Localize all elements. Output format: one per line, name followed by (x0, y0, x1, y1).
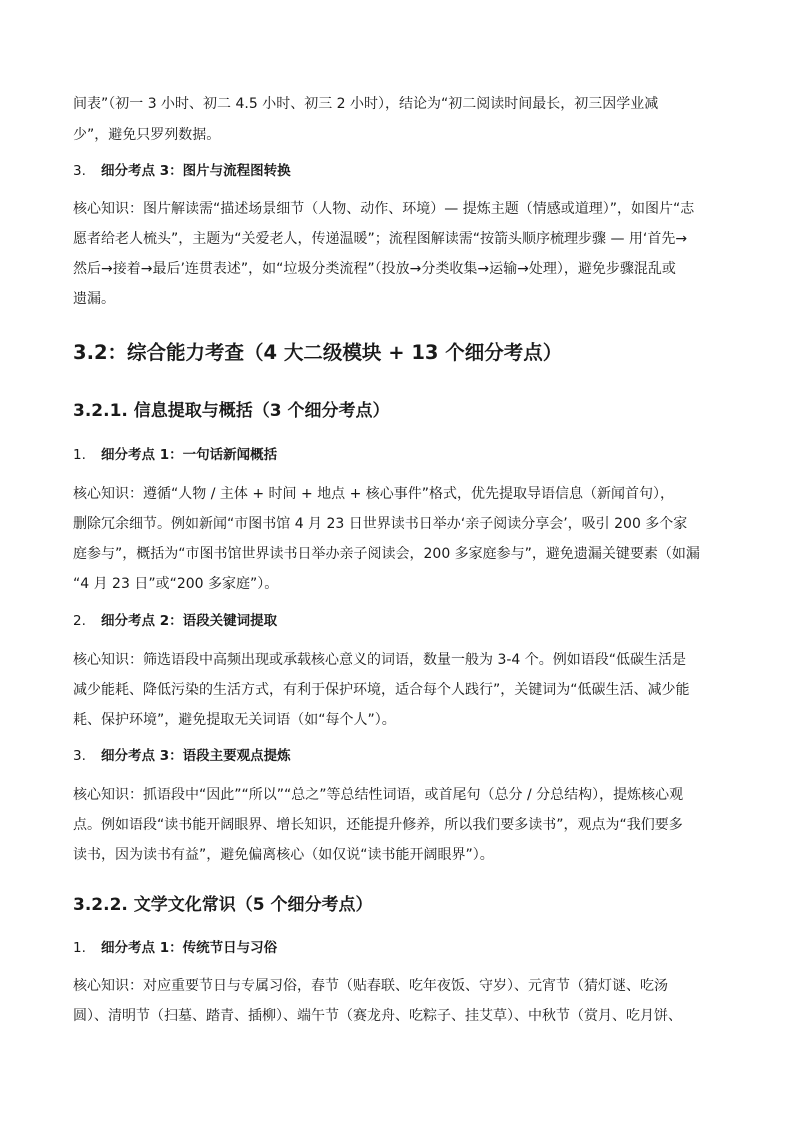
paragraph-line: 遗漏。 (73, 291, 115, 307)
subpoint-heading (73, 611, 743, 631)
paragraph-line: “4 月 23 日”或“200 多家庭”）。 (73, 576, 279, 592)
subsection-heading: 3.2.1. 信息提取与概括（3 个细分考点） (73, 401, 390, 421)
paragraph-line: 圆）、清明节（扫墓、踏青、插柳）、端午节（赛龙舟、吃粽子、挂艾草）、中秋节（赏月、吃月饼、 (73, 1008, 682, 1024)
subpoint-title: 细分考点 2：语段关键词提取 (101, 613, 278, 629)
paragraph-line: 然后→接着→最后’连贯表述”，如“垃圾分类流程”（投放→分类收集→运输→处理），避免步骤混乱或 (73, 261, 676, 277)
subpoint-number: 3. (73, 748, 86, 764)
subpoint-number: 1. (73, 940, 86, 956)
paragraph-line: 减少能耗、降低污染的生活方式，有利于保护环境，适合每个人践行”，关键词为“低碳生活、减少能 (73, 682, 690, 698)
subpoint-heading (73, 746, 743, 766)
subpoint-number: 3. (73, 163, 86, 179)
paragraph-line: 庭参与”，概括为“市图书馆世界读书日举办亲子阅读会，200 多家庭参与”，避免遗漏关键要素（如漏 (73, 546, 700, 562)
paragraph-line: 核心知识：抓语段中“因此”“所以”“总之”等总结性词语，或首尾句（总分 / 分总结构），提炼核心观 (73, 787, 684, 803)
subpoint-heading (73, 938, 743, 958)
subpoint-heading (73, 445, 743, 465)
paragraph-line: 读书，因为读书有益”，避免偏离核心（如仅说“读书能开阔眼界”）。 (73, 847, 494, 863)
subpoint-title: 细分考点 3：语段主要观点提炼 (101, 748, 291, 764)
paragraph-line: 核心知识：遵循“人物 / 主体 + 时间 + 地点 + 核心事件”格式，优先提取导语信息（新闻首句）， (73, 486, 675, 502)
paragraph-line: 点。例如语段“读书能开阔眼界、增长知识，还能提升修养，所以我们要多读书”，观点为“我们要多 (73, 817, 683, 833)
subpoint-heading (73, 161, 743, 181)
paragraph-line: 间表”（初一 3 小时、初二 4.5 小时、初三 2 小时），结论为“初二阅读时间最长，初三因学业减 (73, 96, 659, 112)
subpoint-number: 1. (73, 447, 86, 463)
subpoint-number: 2. (73, 613, 86, 629)
paragraph-line: 少”，避免只罗列数据。 (73, 127, 221, 143)
paragraph-line: 耗、保护环境”，避免提取无关词语（如“每个人”）。 (73, 712, 396, 728)
section-heading: 3.2：综合能力考查（4 大二级模块 + 13 个细分考点） (73, 341, 563, 364)
subpoint-title: 细分考点 1：传统节日与习俗 (101, 940, 278, 956)
paragraph-line: 核心知识：图片解读需“描述场景细节（人物、动作、环境）— 提炼主题（情感或道理）”，如图片“志 (73, 201, 695, 217)
subpoint-title: 细分考点 1：一句话新闻概括 (101, 447, 278, 463)
paragraph-line: 核心知识：对应重要节日与专属习俗，春节（贴春联、吃年夜饭、守岁）、元宵节（猜灯谜、吃汤 (73, 978, 668, 994)
paragraph-line: 核心知识：筛选语段中高频出现或承载核心意义的词语，数量一般为 3-4 个。例如语段“低碳生活是 (73, 652, 687, 668)
paragraph-line: 愿者给老人梳头”，主题为“关爱老人，传递温暖”；流程图解读需“按箭头顺序梳理步骤 — 用‘首先→ (73, 231, 688, 247)
subsection-heading: 3.2.2. 文学文化常识（5 个细分考点） (73, 895, 373, 915)
paragraph-line: 删除冗余细节。例如新闻“市图书馆 4 月 23 日世界读书日举办‘亲子阅读分享会’，吸引 200 多个家 (73, 516, 688, 532)
subpoint-title: 细分考点 3：图片与流程图转换 (101, 163, 291, 179)
